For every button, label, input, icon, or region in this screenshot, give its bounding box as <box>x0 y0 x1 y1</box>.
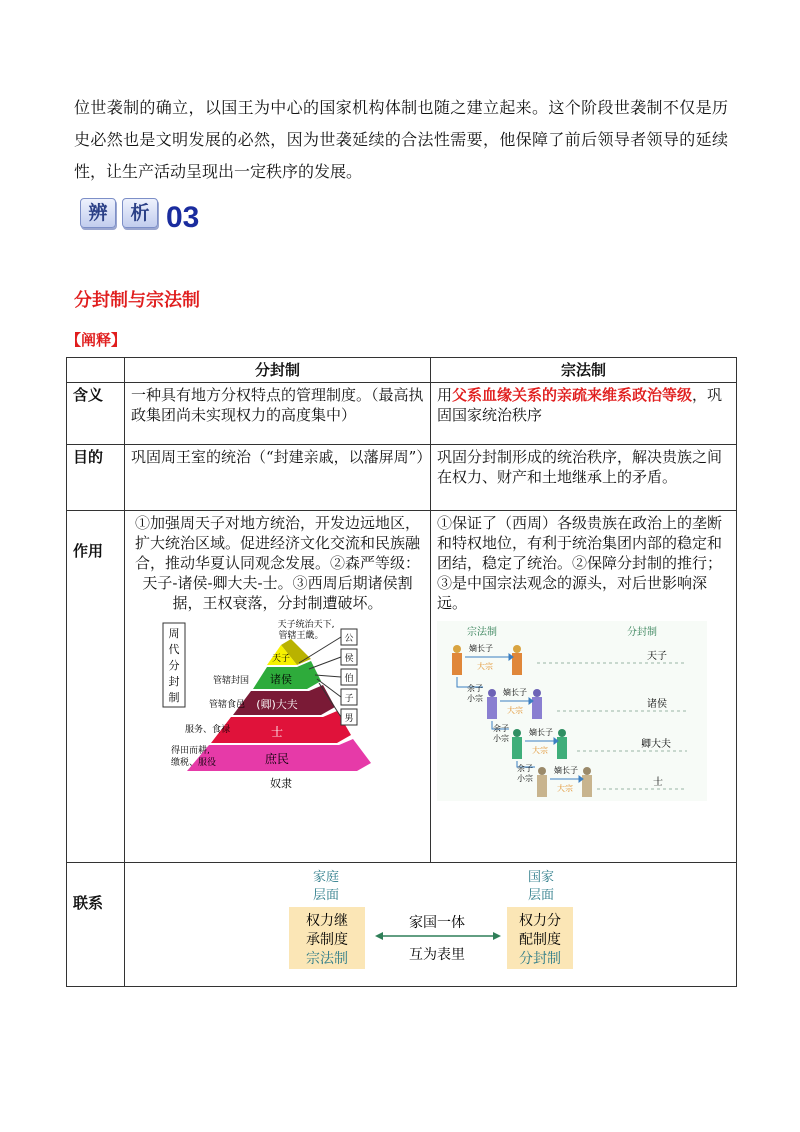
row-label-meaning: 含义 <box>67 383 125 445</box>
minor-line-label-3: 小宗 <box>517 774 533 783</box>
cell-meaning-zongfa <box>431 383 737 445</box>
level-label-2: (卿)大夫 <box>256 698 298 711</box>
badge-number: 03 <box>166 201 200 234</box>
right-box-1: 配制度 <box>519 932 561 948</box>
cell-purpose-fenfeng: 巩固周王室的统治（“封建亲戚，以藩屏周”） <box>125 445 431 511</box>
rank-label-2: 卿大夫 <box>641 739 671 750</box>
eldest-son-label-2: 嫡长子 <box>529 728 553 737</box>
right-top-0: 国家 <box>527 870 555 885</box>
table-row-meaning <box>67 383 737 445</box>
clan-title-left: 宗法制 <box>467 627 497 638</box>
major-line-label-3: 大宗 <box>557 784 573 793</box>
table-header-row <box>67 358 737 383</box>
left-note-2: 服务、食禄 <box>185 725 231 735</box>
link-diagram <box>131 865 731 981</box>
right-box-0: 权力分 <box>519 913 561 929</box>
rank-label-0: 天子 <box>647 651 667 662</box>
clan-title-right: 分封制 <box>627 627 657 638</box>
left-top-0: 家庭 <box>312 870 340 885</box>
level-label-4: 庶民 <box>264 752 290 766</box>
level-label-3: 士 <box>270 725 284 739</box>
rank-box-4: 男 <box>344 714 354 724</box>
center-top: 家国一体 <box>409 915 465 931</box>
header-zongfa: 宗法制 <box>431 358 737 383</box>
left-box-2: 宗法制 <box>306 951 348 967</box>
other-son-label-3: 余子 <box>517 764 533 773</box>
section-badge <box>80 198 200 234</box>
table-row-effect <box>67 511 737 863</box>
note-label: 【阐释】 <box>66 331 127 349</box>
rank-box-1: 侯 <box>344 654 354 664</box>
left-top-1: 层面 <box>312 888 340 903</box>
cell-effect-zongfa <box>431 511 737 863</box>
left-note-4: 缴税、服役 <box>171 758 217 768</box>
comparison-table <box>66 357 737 987</box>
other-son-label-2: 余子 <box>493 724 509 733</box>
cell-purpose-zongfa: 巩固分封制形成的统治秩序，解决贵族之间在权力、财产和土地继承上的矛盾。 <box>431 445 737 511</box>
cell-effect-fenfeng <box>125 511 431 863</box>
level-label-0: 天子 <box>271 654 291 664</box>
meaning-zongfa-pre: 用 <box>437 386 453 404</box>
major-line-label-1: 大宗 <box>507 706 523 715</box>
pyramid-diagram <box>131 617 423 793</box>
header-fenfeng: 分封制 <box>125 358 431 383</box>
right-top-1: 层面 <box>527 888 555 903</box>
left-note-1: 管辖食邑 <box>209 700 246 710</box>
eldest-son-label-0: 嫡长子 <box>469 644 493 653</box>
eldest-son-label-1: 嫡长子 <box>503 688 527 697</box>
minor-line-label-1: 小宗 <box>467 694 483 703</box>
left-note-0: 管辖封国 <box>213 676 250 686</box>
left-box-0: 权力继 <box>306 913 348 929</box>
cell-link <box>125 863 737 987</box>
pyramid-bottom-label: 奴隶 <box>270 777 292 790</box>
side-title-3: 封 <box>168 675 180 688</box>
badge-char-2: 析 <box>122 198 158 228</box>
level-label-1: 诸侯 <box>270 673 292 686</box>
side-title-2: 分 <box>168 659 180 672</box>
header-empty <box>67 358 125 383</box>
major-line-label-2: 大宗 <box>532 746 548 755</box>
badge-char-1: 辨 <box>80 198 116 228</box>
meaning-zongfa-highlight: 父系血缘关系的亲疏来维系政治等级 <box>452 386 693 404</box>
cell-meaning-fenfeng: 一种具有地方分权特点的管理制度。（最高执政集团尚未实现权力的高度集中） <box>125 383 431 445</box>
left-box-1: 承制度 <box>306 932 348 948</box>
other-son-label-1: 余子 <box>467 684 483 693</box>
rank-box-0: 公 <box>344 634 354 644</box>
table-row-link <box>67 863 737 987</box>
effect-fenfeng-text: ①加强周天子对地方统治，开发边远地区，扩大统治区域。促进经济文化交流和民族融合，推动华夏认同观念发展。②森严等级：天子-诸侯-卿大夫-士。③西周后期诸侯割据，王权衰落，分封制遭破坏。 <box>135 514 421 612</box>
top-note-1: 管辖王畿。 <box>278 631 324 641</box>
center-bottom: 互为表里 <box>409 947 465 963</box>
major-line-label-0: 大宗 <box>477 662 493 671</box>
rank-label-3: 士 <box>653 777 663 788</box>
row-label-purpose: 目的 <box>67 445 125 511</box>
section-title: 分封制与宗法制 <box>74 290 200 311</box>
side-title-0: 周 <box>168 627 180 640</box>
side-title-1: 代 <box>168 643 180 656</box>
clan-chart <box>437 621 707 801</box>
effect-zongfa-text: ①保证了（西周）各级贵族在政治上的垄断和特权地位，有利于统治集团内部的稳定和团结，稳定了统治。②保障分封制的推行；③是中国宗法观念的源头，对后世影响深远。 <box>437 514 723 612</box>
left-note-3: 得田而耕, <box>171 746 210 756</box>
meaning-zongfa-post: ，巩固国家统治秩序 <box>437 386 723 424</box>
top-note-0: 天子统治天下, <box>277 620 335 630</box>
row-label-effect: 作用 <box>67 511 125 863</box>
side-title-4: 制 <box>168 691 180 704</box>
eldest-son-label-3: 嫡长子 <box>554 766 578 775</box>
right-box-2: 分封制 <box>519 951 561 967</box>
intro-paragraph: 位世袭制的确立，以国王为中心的国家机构体制也随之建立起来。这个阶段世袭制不仅是历史必然也是文明发展的必然，因为世袭延续的合法性需要，他保障了前后领导者领导的延续性，让生产活动呈现出一定秩序的发展。 <box>74 98 728 181</box>
minor-line-label-2: 小宗 <box>493 734 509 743</box>
row-label-link: 联系 <box>67 863 125 987</box>
table-row-purpose <box>67 445 737 511</box>
rank-box-2: 伯 <box>344 674 354 684</box>
rank-label-1: 诸侯 <box>647 699 667 710</box>
rank-box-3: 子 <box>344 694 354 704</box>
